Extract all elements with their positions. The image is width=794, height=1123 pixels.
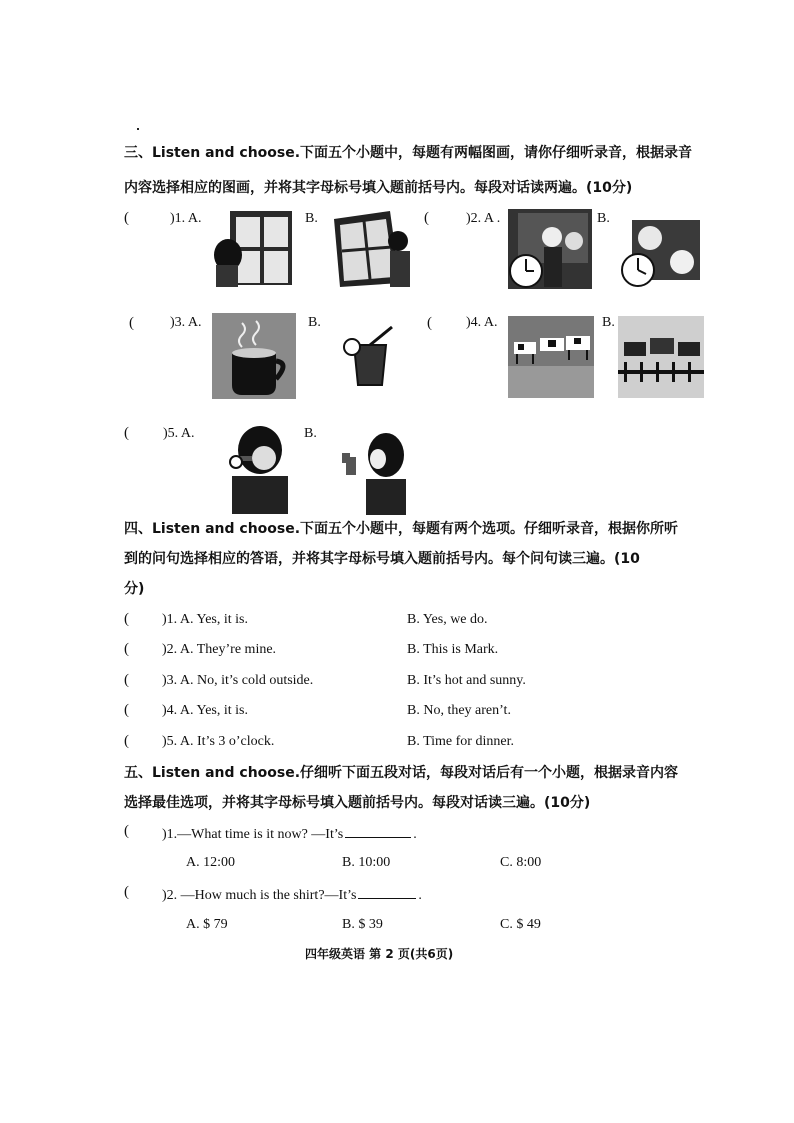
q3-5-b-label: B. bbox=[304, 426, 317, 441]
q3-5-label: )5. A. bbox=[163, 426, 195, 441]
q4-1-a: )1. A. Yes, it is. bbox=[162, 612, 248, 627]
q4-5-b: B. Time for dinner. bbox=[407, 734, 514, 749]
answer-paren[interactable]: ( bbox=[124, 702, 129, 718]
answer-paren[interactable]: ( bbox=[124, 425, 129, 441]
q5-2-question bbox=[162, 886, 422, 904]
q5-2-option-b: B. $ 39 bbox=[342, 917, 383, 932]
section3-title-line1: 三、Listen and choose.下面五个小题中，每题有两幅图画，请你仔细听录音，根据录音 bbox=[124, 145, 693, 161]
q5-1-option-c: C. 8:00 bbox=[500, 855, 542, 870]
q3-1-label: )1. A. bbox=[170, 211, 202, 226]
answer-paren[interactable]: ( bbox=[124, 641, 129, 657]
q5-2-text: )2. —How much is the shirt?—It’s bbox=[162, 888, 357, 903]
hot-cup-icon bbox=[212, 313, 296, 399]
girl-at-window-icon bbox=[212, 209, 296, 287]
q3-2-label: )2. A . bbox=[466, 211, 501, 226]
q5-1-text: )1.—What time is it now? —It’s bbox=[162, 827, 344, 842]
section5-title-line2: 选择最佳选项，并将其字母标号填入题前括号内。每段对话读三遍。(10分) bbox=[124, 795, 591, 811]
q4-2-a: )2. A. They’re mine. bbox=[162, 642, 277, 657]
q5-2-period: . bbox=[418, 888, 422, 903]
q3-3-label: )3. A. bbox=[170, 315, 202, 330]
clock-family-icon bbox=[508, 209, 592, 289]
page-footer: 四年级英语 第 2 页(共6页) bbox=[305, 947, 454, 961]
q4-5-a: )5. A. It’s 3 o’clock. bbox=[162, 734, 275, 749]
stray-dot bbox=[137, 128, 139, 130]
girl-washing-icon bbox=[338, 429, 414, 515]
q4-4-b: B. No, they aren’t. bbox=[407, 703, 511, 718]
answer-blank[interactable] bbox=[358, 886, 416, 899]
answer-paren[interactable]: ( bbox=[124, 884, 129, 900]
q3-1-b-label: B. bbox=[305, 211, 318, 226]
q3-4-label: )4. A. bbox=[466, 315, 498, 330]
answer-paren[interactable]: ( bbox=[124, 672, 129, 688]
q4-2-b: B. This is Mark. bbox=[407, 642, 499, 657]
section4-title-line3: 分) bbox=[124, 581, 145, 597]
answer-blank[interactable] bbox=[345, 825, 411, 838]
cold-drink-icon bbox=[340, 323, 398, 389]
q5-2-option-c: C. $ 49 bbox=[500, 917, 541, 932]
section4-title-line1: 四、Listen and choose.下面五个小题中，每题有两个选项。仔细听录音，根据你所听 bbox=[124, 521, 679, 537]
q5-1-period: . bbox=[413, 827, 417, 842]
q4-3-a: )3. A. No, it’s cold outside. bbox=[162, 673, 314, 688]
q4-4-a: )4. A. Yes, it is. bbox=[162, 703, 248, 718]
section5-title-line1: 五、Listen and choose.仔细听下面五段对话，每段对话后有一个小题，根据录音内容 bbox=[124, 765, 679, 781]
answer-paren[interactable]: ( bbox=[124, 611, 129, 627]
section4-title-line2: 到的问句选择相应的答语，并将其字母标号填入题前括号内。每个问句读三遍。(10 bbox=[124, 551, 640, 567]
horses-icon bbox=[618, 316, 704, 398]
q3-4-b-label: B. bbox=[602, 315, 615, 330]
q5-2-option-a: A. $ 79 bbox=[186, 917, 228, 932]
cows-icon bbox=[508, 316, 594, 398]
answer-paren[interactable]: ( bbox=[129, 315, 134, 331]
q5-1-option-b: B. 10:00 bbox=[342, 855, 391, 870]
answer-paren[interactable]: ( bbox=[424, 210, 429, 226]
clock-boy-icon bbox=[618, 218, 702, 290]
answer-paren[interactable]: ( bbox=[427, 315, 432, 331]
section3-title-line2: 内容选择相应的图画，并将其字母标号填入题前括号内。每段对话读两遍。(10分) bbox=[124, 180, 633, 196]
girl-window-storm-icon bbox=[330, 209, 418, 289]
q3-3-b-label: B. bbox=[308, 315, 321, 330]
q4-1-b: B. Yes, we do. bbox=[407, 612, 488, 627]
answer-paren[interactable]: ( bbox=[124, 733, 129, 749]
answer-paren[interactable]: ( bbox=[124, 823, 129, 839]
answer-paren[interactable]: ( bbox=[124, 210, 129, 226]
q3-2-b-label: B. bbox=[597, 211, 610, 226]
q4-3-b: B. It’s hot and sunny. bbox=[407, 673, 526, 688]
q5-1-question bbox=[162, 825, 417, 843]
girl-brushing-teeth-icon bbox=[212, 424, 296, 514]
q5-1-option-a: A. 12:00 bbox=[186, 855, 235, 870]
